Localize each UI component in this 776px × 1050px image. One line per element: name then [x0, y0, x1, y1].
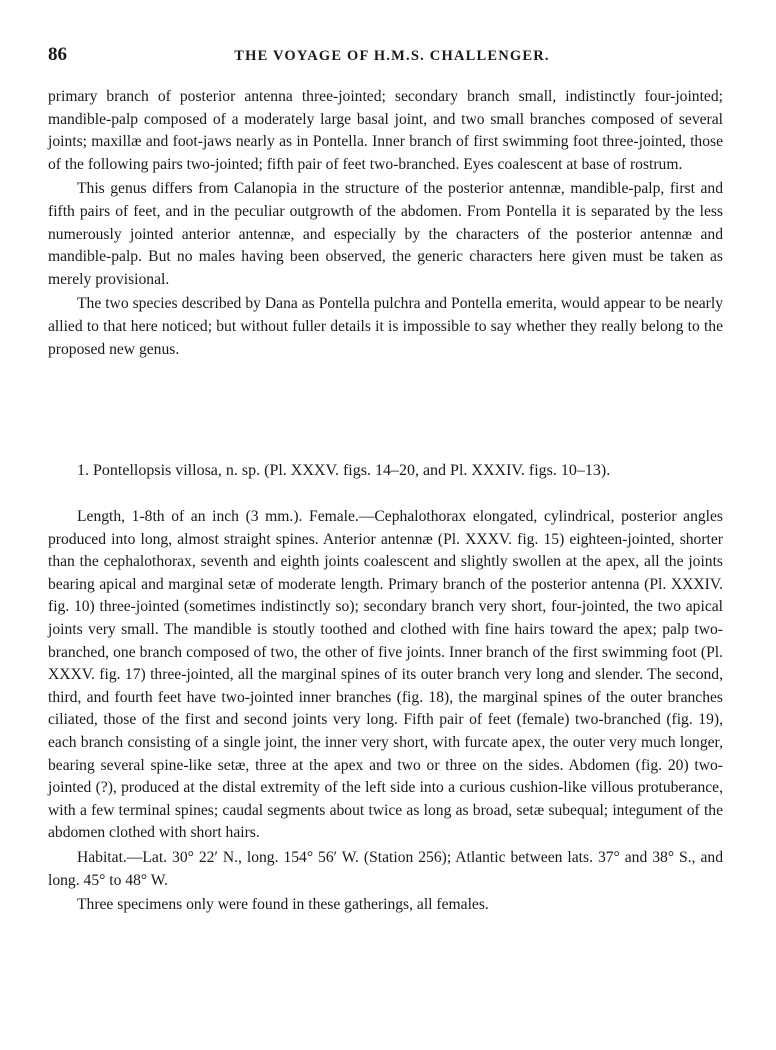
page-number: 86 [48, 44, 67, 65]
genus-diagnosis-paragraph: primary branch of posterior antenna three-jointed; secondary branch small, indistinctly four-jointed; mandible-palp composed of a moderately large basal joint, and two small branches composed of several joints; maxillæ and foot-jaws nearly as in Pontella. Inner branch of first swimming foot three-jointed, those of the following pairs two-jointed; fifth pair of feet two-branched. Eyes coalescent at base of rostrum. [48, 88, 723, 173]
allied-species-paragraph: The two species described by Dana as Pontella pulchra and Pontella emerita, would appear to be nearly allied to that here noticed; but without fuller details it is impossible to say whether they really belong to the proposed new genus. [48, 295, 723, 358]
specimens-note-paragraph: Three specimens only were found in these gatherings, all females. [77, 896, 489, 914]
species-text [48, 506, 723, 919]
running-title: THE VOYAGE OF H.M.S. CHALLENGER. [234, 48, 550, 64]
habitat-paragraph: Habitat.—Lat. 30° 22′ N., long. 154° 56′ W. (Station 256); Atlantic between lats. 37° and 38° S., and long. 45° to 48° W. [48, 848, 723, 889]
species-description-paragraph: Length, 1-8th of an inch (3 mm.). Female.—Cephalothorax elongated, cylindrical, posterior angles produced into long, almost straight spines. Anterior antennæ (Pl. XXXV. fig. 15) eighteen-jointed, shorter than the cephalothorax, seventh and eighth joints coalescent and slightly swollen at the apex, all the joints bearing apical and marginal setæ of moderate length. Primary branch of the posterior antenna (Pl. XXXIV. fig. 10) three-jointed (sometimes indistinctly so); secondary branch very short, four-jointed, the two apical joints very small. The mandible is stoutly toothed and clothed with fine hairs toward the apex; palp two-branched, one branch composed of two, the other of five joints. Inner branch of the first swimming foot (Pl. XXXV. fig. 17) three-jointed, all the marginal spines of its outer branch very long and slender. The second, third, and fourth feet have two-jointed inner branches (fig. 18), the marginal spines of the outer branches ciliated, those of the first and second joints very long. Fifth pair of feet (female) two-branched (fig. 19), each branch consisting of a single joint, the inner very short, with furcate apex, the outer very much longer, bearing several spine-like setæ, three at the apex and two or three on the sides. Abdomen (fig. 20) two-jointed (?), produced at the distal extremity of the left side into a curious cushion-like villous protuberance, with a few terminal spines; caudal segments about twice as long as broad, setæ subequal; integument of the abdomen clothed with short hairs. [48, 508, 723, 842]
genus-comparison-paragraph: This genus differs from Calanopia in the structure of the posterior antennæ, mandible-palp, first and fifth pairs of feet, and in the peculiar outgrowth of the abdomen. From Pontella it is separated by the less numerously jointed anterior antennæ, and especially by the characters of the posterior antennæ and mandible-palp. But no males having been observed, the generic characters here given must be taken as merely provisional. [48, 180, 723, 288]
running-header [48, 44, 736, 68]
genus-text [48, 86, 723, 363]
species-heading: 1. Pontellopsis villosa, n. sp. (Pl. XXXV. figs. 14–20, and Pl. XXXIV. figs. 10–13). [77, 462, 611, 479]
